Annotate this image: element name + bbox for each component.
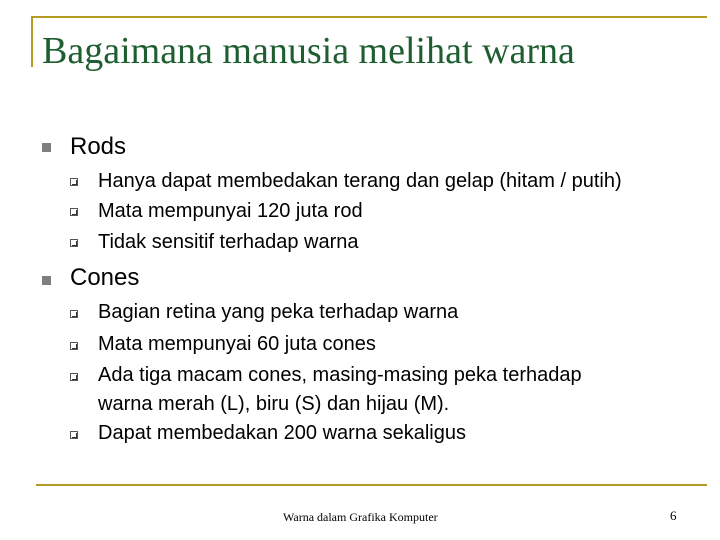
slide-title: Bagaimana manusia melihat warna [42,30,575,72]
list-item: Ada tiga macam cones, masing-masing peka terhadap [98,364,582,386]
checkbox-bullet-icon [70,178,78,186]
list-item: Hanya dapat membedakan terang dan gelap (hitam / putih) [98,170,622,192]
list-item: Mata mempunyai 120 juta rod [98,200,363,222]
list-item: Mata mempunyai 60 juta cones [98,333,376,355]
checkbox-bullet-icon [70,431,78,439]
left-border-line [31,16,33,67]
list-item-continuation: warna merah (L), biru (S) dan hijau (M). [98,393,450,415]
square-bullet-icon [42,143,51,152]
top-border-line [31,16,707,18]
checkbox-bullet-icon [70,208,78,216]
section-heading-cones: Cones [70,264,140,291]
checkbox-bullet-icon [70,239,78,247]
list-item: Dapat membedakan 200 warna sekaligus [98,422,466,444]
list-item: Bagian retina yang peka terhadap warna [98,301,459,323]
footer-divider [36,484,707,486]
checkbox-bullet-icon [70,342,78,350]
section-heading-rods: Rods [70,133,127,160]
page-number: 6 [670,508,677,523]
checkbox-bullet-icon [70,310,78,318]
square-bullet-icon [42,276,51,285]
checkbox-bullet-icon [70,373,78,381]
list-item: Tidak sensitif terhadap warna [98,231,359,253]
footer-text: Warna dalam Grafika Komputer [283,510,438,524]
